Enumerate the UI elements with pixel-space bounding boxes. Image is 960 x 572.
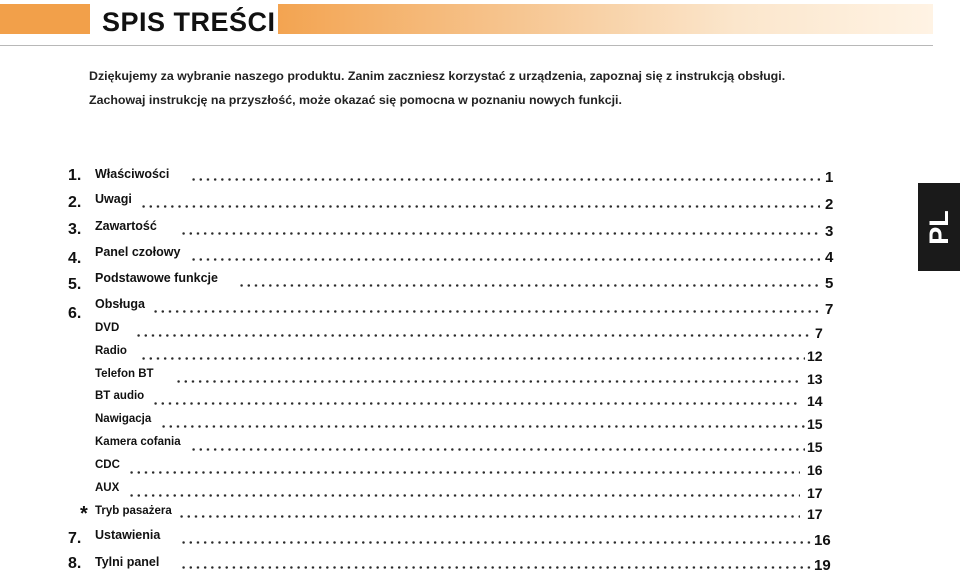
toc-entry-page: 2 <box>825 196 834 213</box>
toc-entry-page: 14 <box>807 393 823 409</box>
intro-line-2: Zachowaj instrukcję na przyszłość, może okazać się pomocna w poznaniu nowych funkcji. <box>89 93 622 107</box>
toc-entry[interactable] <box>0 322 960 344</box>
toc-entry[interactable] <box>0 219 960 241</box>
toc-entry[interactable] <box>0 528 960 550</box>
toc-entry-label: Tryb pasażera <box>95 505 172 517</box>
toc-entry[interactable] <box>0 271 960 293</box>
toc-entry-label: Obsługa <box>95 297 146 311</box>
toc-entry[interactable] <box>0 192 960 214</box>
toc-entry-page: 3 <box>825 223 834 240</box>
toc-dot-leader <box>190 178 820 181</box>
toc-entry-page: 15 <box>807 416 823 432</box>
toc-entry[interactable] <box>0 503 960 525</box>
toc-entry-number: 3. <box>68 221 82 238</box>
toc-entry[interactable] <box>0 245 960 267</box>
toc-entry-label: Panel czołowy <box>95 245 181 259</box>
toc-entry-label: Ustawienia <box>95 528 161 542</box>
toc-entry-label: Telefon BT <box>95 368 154 380</box>
toc-entry-page: 7 <box>825 301 834 318</box>
page-title: SPIS TREŚCI <box>102 7 276 37</box>
toc-entry-label: Uwagi <box>95 192 132 206</box>
toc-dot-leader <box>140 205 820 208</box>
toc-entry[interactable] <box>0 390 960 412</box>
toc-entry-number: 5. <box>68 276 82 293</box>
toc-dot-leader <box>190 448 805 451</box>
intro-line-1: Dziękujemy za wybranie naszego produktu. Zanim zaczniesz korzystać z urządzenia, zapoznaj się z instrukcją obsługi. <box>89 69 786 83</box>
toc-entry-label: AUX <box>95 482 120 494</box>
toc-entry[interactable] <box>0 345 960 367</box>
toc-dot-leader <box>180 566 812 569</box>
toc-entry[interactable] <box>0 459 960 481</box>
toc-entry-page: 5 <box>825 275 834 292</box>
intro-text <box>89 64 889 112</box>
header-divider <box>0 45 933 46</box>
toc-entry[interactable] <box>0 436 960 458</box>
toc-entry-label: Nawigacja <box>95 413 152 425</box>
toc-entry-number: 1. <box>68 167 82 184</box>
toc-entry-label: Zawartość <box>95 219 157 233</box>
toc-dot-leader <box>128 471 800 474</box>
toc-entry-number: * <box>80 503 88 525</box>
toc-entry[interactable] <box>0 553 960 572</box>
toc-entry-number: 2. <box>68 194 82 211</box>
toc-entry-number: 6. <box>68 305 82 322</box>
toc-entry-page: 17 <box>807 485 823 501</box>
toc-entry-label: Tylni panel <box>95 555 160 569</box>
toc-dot-leader <box>175 380 800 383</box>
toc-dot-leader <box>190 258 820 261</box>
toc-entry-page: 16 <box>807 462 823 478</box>
toc-dot-leader <box>152 402 800 405</box>
toc-dot-leader <box>180 541 812 544</box>
toc-entry-page: 15 <box>807 439 823 455</box>
toc-entry[interactable] <box>0 482 960 504</box>
toc-entry[interactable] <box>0 368 960 390</box>
toc-entry-page: 7 <box>815 325 823 341</box>
toc-entry-page: 1 <box>825 169 834 186</box>
header-gradient-bar <box>278 4 933 34</box>
toc-entry-label: Radio <box>95 345 127 357</box>
toc-entry-number: 8. <box>68 555 82 572</box>
toc-entry-label: CDC <box>95 459 120 471</box>
toc-dot-leader <box>178 515 800 518</box>
language-tab-label: PL <box>923 209 954 245</box>
toc-entry-page: 12 <box>807 348 823 364</box>
toc-dot-leader <box>238 284 820 287</box>
toc-dot-leader <box>128 494 800 497</box>
toc-entry-page: 17 <box>807 506 823 522</box>
toc-entry[interactable] <box>0 165 960 187</box>
toc-entry-number: 4. <box>68 250 82 267</box>
toc-entry-page: 4 <box>825 249 834 266</box>
toc-dot-leader <box>180 232 820 235</box>
toc-dot-leader <box>160 425 805 428</box>
toc-entry-page: 16 <box>814 532 831 549</box>
toc-entry-label: Właściwości <box>95 167 170 181</box>
toc-entry-page: 13 <box>807 371 823 387</box>
header-accent-block <box>0 4 90 34</box>
toc-entry[interactable] <box>0 297 960 322</box>
toc-entry-page: 19 <box>814 557 831 572</box>
toc-entry-label: BT audio <box>95 390 145 402</box>
toc-dot-leader <box>135 334 812 337</box>
toc-entry-label: Kamera cofania <box>95 436 181 448</box>
toc-dot-leader <box>140 357 805 360</box>
toc-entry-number: 7. <box>68 530 82 547</box>
toc-entry-label: DVD <box>95 322 120 334</box>
toc-entry[interactable] <box>0 413 960 435</box>
toc-entry-label: Podstawowe funkcje <box>95 271 218 285</box>
toc-dot-leader <box>152 310 820 313</box>
